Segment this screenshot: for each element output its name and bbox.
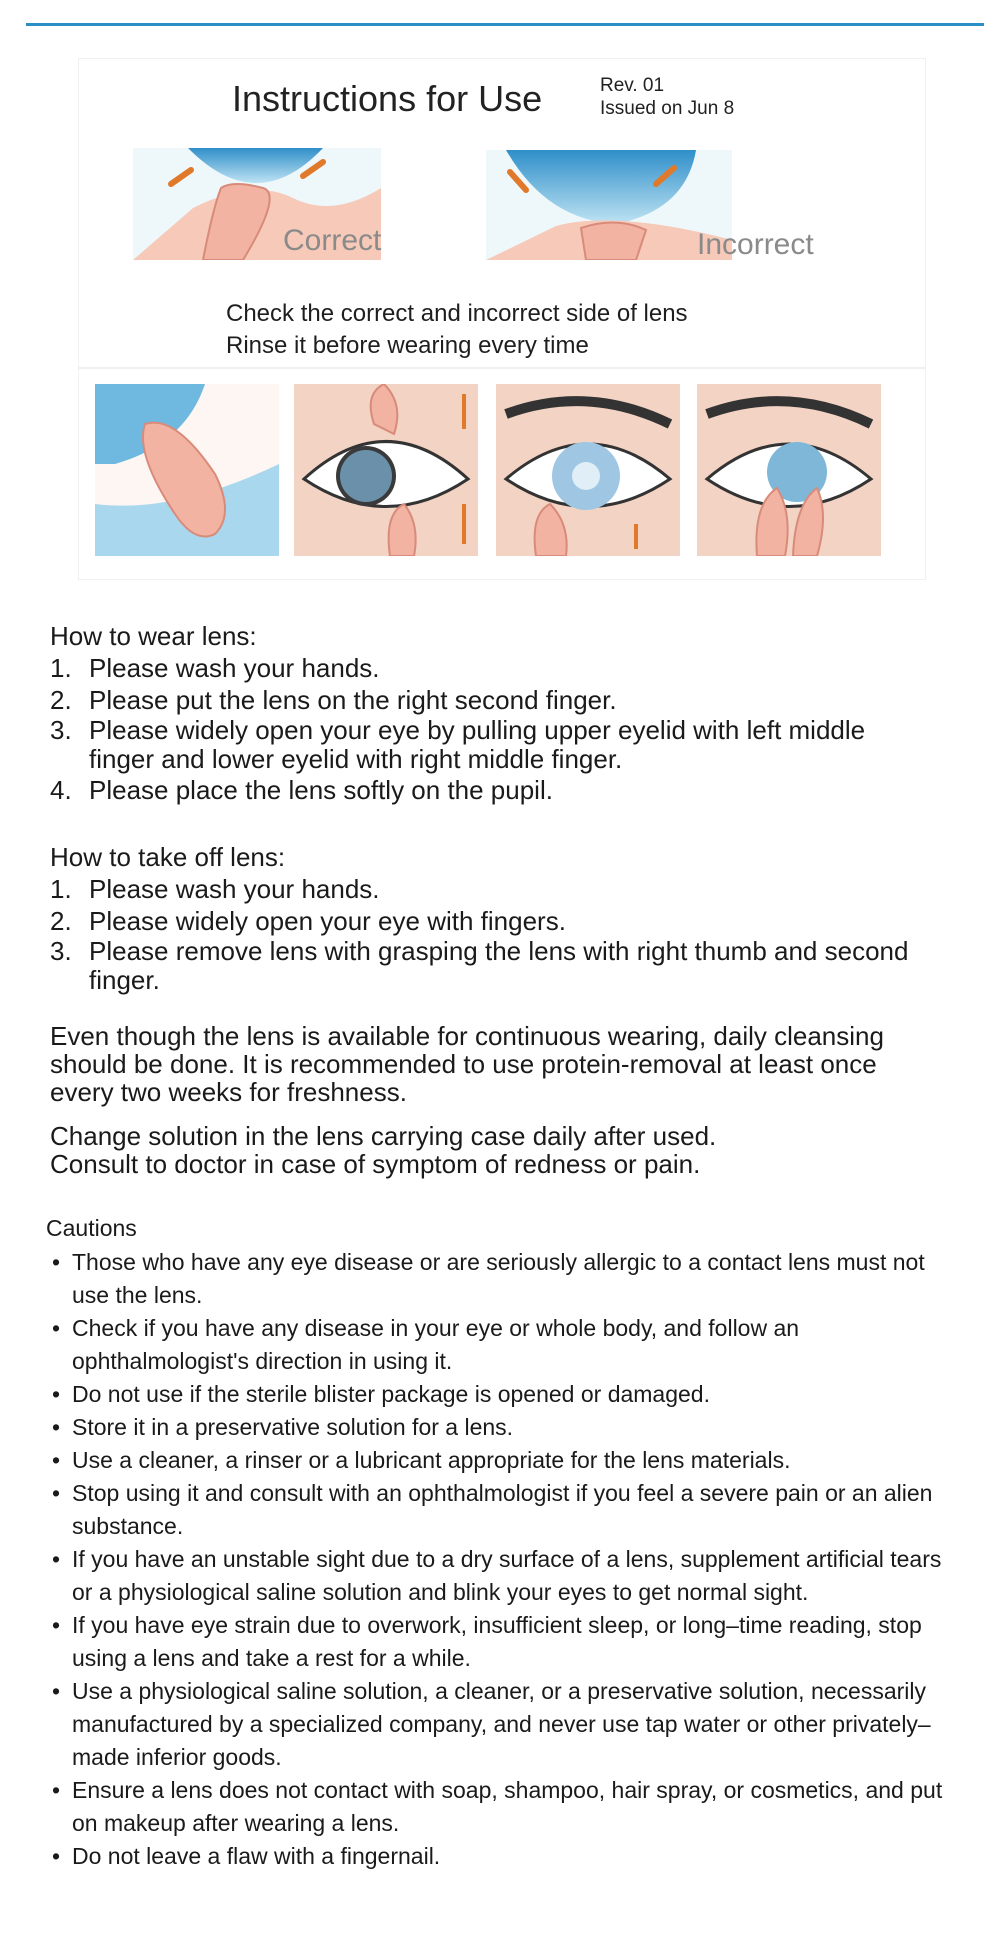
incorrect-lens-illustration <box>486 150 732 260</box>
caution-item: • Do not leave a flaw with a fingernail. <box>52 1843 441 1869</box>
takeoff-step-text: Please remove lens with grasping the lens with right thumb and second finger. <box>89 936 909 995</box>
wear-heading: How to wear lens: <box>50 621 257 651</box>
wear-step: 3. Please widely open your eye by pulling upper eyelid with left middle finger and lower eyelid with right middle finger. <box>50 715 866 774</box>
step-panel-remove-lens <box>697 384 881 556</box>
wear-step: 2. Please put the lens on the right second finger. <box>50 685 617 715</box>
caution-text: Do not use if the sterile blister package is opened or damaged. <box>72 1381 710 1407</box>
caution-text: Use a cleaner, a rinser or a lubricant appropriate for the lens materials. <box>72 1447 791 1473</box>
solution-note <box>50 1122 950 1178</box>
change-solution-text: Change solution in the lens carrying case daily after used. <box>50 1121 717 1151</box>
wear-step-text: Please place the lens softly on the pupil. <box>89 775 553 805</box>
takeoff-step: 3. Please remove lens with grasping the lens with right thumb and second finger. <box>50 936 909 995</box>
consult-doctor-text: Consult to doctor in case of symptom of redness or pain. <box>50 1149 701 1179</box>
caution-item: • Those who have any eye disease or are seriously allergic to a contact lens must not use the lens. <box>52 1249 925 1308</box>
takeoff-step-text: Please widely open your eye with fingers. <box>89 906 566 936</box>
caution-text: Do not leave a flaw with a fingernail. <box>72 1843 441 1869</box>
caution-item: • If you have an unstable sight due to a dry surface of a lens, supplement artificial tears or a physiological saline solution and blink your eyes to get normal sight. <box>52 1546 942 1605</box>
incorrect-label: Incorrect <box>697 228 814 261</box>
lens-check-instructions <box>226 298 688 362</box>
caution-text: Those who have any eye disease or are seriously allergic to a contact lens must not use the lens. <box>72 1249 925 1308</box>
wear-step: 1. Please wash your hands. <box>50 653 380 683</box>
page-title: Instructions for Use <box>232 78 543 119</box>
revision-number: Rev. 01 <box>600 75 665 96</box>
wear-instructions <box>50 620 950 806</box>
cleansing-note: Even though the lens is available for continuous wearing, daily cleansing should be done. It is recommended to use protein-removal at least once every two weeks for freshness. <box>50 1021 884 1107</box>
takeoff-instructions <box>50 841 950 995</box>
caution-text: Ensure a lens does not contact with soap, shampoo, hair spray, or cosmetics, and put on makeup after wearing a lens. <box>72 1777 943 1836</box>
caution-text: If you have eye strain due to overwork, insufficient sleep, or long–time reading, stop using a lens and take a rest for a while. <box>72 1612 922 1671</box>
rinse-text: Rinse it before wearing every time <box>226 332 589 359</box>
step-panel-place-lens <box>496 384 680 556</box>
caution-text: Stop using it and consult with an ophthalmologist if you feel a severe pain or an alien substance. <box>72 1480 933 1539</box>
caution-item: • Ensure a lens does not contact with soap, shampoo, hair spray, or cosmetics, and put on makeup after wearing a lens. <box>52 1777 943 1836</box>
wear-step-text: Please wash your hands. <box>89 653 380 683</box>
takeoff-step: 1. Please wash your hands. <box>50 874 380 904</box>
takeoff-step: 2. Please widely open your eye with fingers. <box>50 906 566 936</box>
takeoff-heading: How to take off lens: <box>50 842 286 872</box>
caution-text: Use a physiological saline solution, a cleaner, or a preservative solution, necessarily manufactured by a specialized company, and never use tap water or other privately–made inferior goods. <box>72 1678 931 1770</box>
caution-item: • Use a cleaner, a rinser or a lubricant appropriate for the lens materials. <box>52 1447 791 1473</box>
caution-text: Check if you have any disease in your eye or whole body, and follow an ophthalmologist's direction in using it. <box>72 1315 800 1374</box>
top-divider <box>26 23 984 26</box>
wear-step: 4. Please place the lens softly on the pupil. <box>50 775 553 805</box>
cautions-heading: Cautions <box>46 1215 137 1241</box>
takeoff-step-text: Please wash your hands. <box>89 874 380 904</box>
issue-date: Issued on Jun 8 <box>600 98 735 119</box>
check-side-text: Check the correct and incorrect side of lens <box>226 300 688 327</box>
caution-item: • If you have eye strain due to overwork, insufficient sleep, or long–time reading, stop using a lens and take a rest for a while. <box>52 1612 922 1671</box>
cautions-section <box>46 1212 946 1873</box>
caution-item: • Check if you have any disease in your eye or whole body, and follow an ophthalmologist's direction in using it. <box>52 1315 800 1374</box>
caution-text: Store it in a preservative solution for a lens. <box>72 1414 514 1440</box>
step-panel-lens-on-finger <box>95 384 279 556</box>
wear-step-text: Please put the lens on the right second finger. <box>89 685 617 715</box>
caution-item: • Store it in a preservative solution for a lens. <box>52 1414 514 1440</box>
caution-item: • Stop using it and consult with an ophthalmologist if you feel a severe pain or an alien substance. <box>52 1480 933 1539</box>
step-panel-open-eye <box>294 384 478 556</box>
wear-step-text: Please widely open your eye by pulling upper eyelid with left middle finger and lower eyelid with right middle finger. <box>89 715 866 774</box>
caution-item: • Do not use if the sterile blister package is opened or damaged. <box>52 1381 710 1407</box>
revision-info <box>600 74 734 120</box>
caution-item: • Use a physiological saline solution, a cleaner, or a preservative solution, necessarily manufactured by a specialized company, and never use tap water or other privately–made inferior goods. <box>52 1678 931 1770</box>
correct-label: Correct <box>283 224 382 257</box>
caution-text: If you have an unstable sight due to a dry surface of a lens, supplement artificial tears or a physiological saline solution and blink your eyes to get normal sight. <box>72 1546 942 1605</box>
